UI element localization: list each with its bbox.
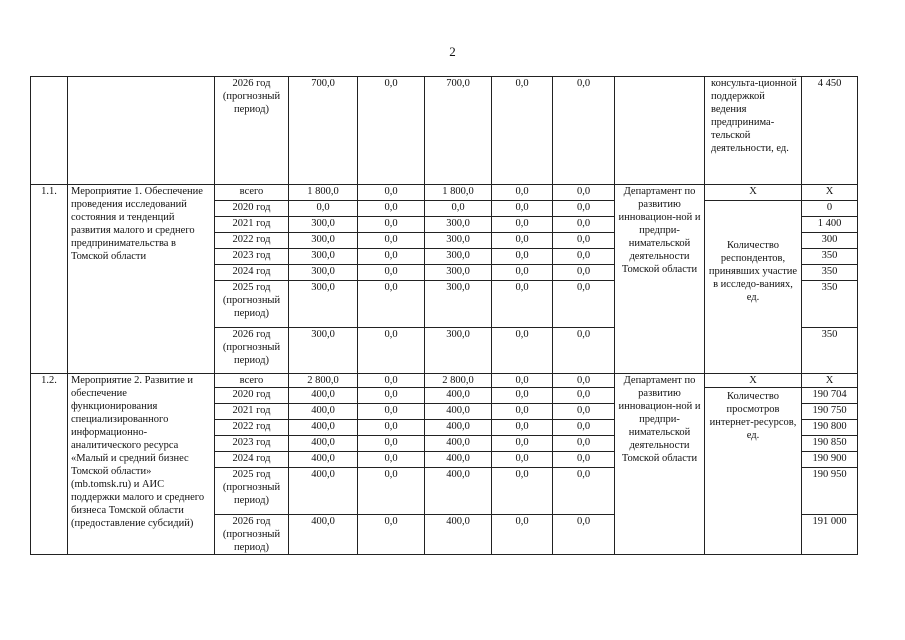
year-cell: 2024 год: [215, 452, 289, 468]
value-cell: 0,0: [553, 468, 615, 515]
value-cell: 0,0: [492, 77, 553, 185]
value-cell: 0,0: [358, 515, 425, 555]
value-cell: 0,0: [492, 217, 553, 233]
value-cell: 0,0: [553, 404, 615, 420]
value-cell: 0,0: [492, 515, 553, 555]
year-cell: 2025 год (прогнозный период): [215, 281, 289, 328]
value-cell: 400,0: [289, 388, 358, 404]
value-cell: 0,0: [492, 249, 553, 265]
value-cell: 0,0: [358, 328, 425, 374]
value-cell: 300,0: [425, 249, 492, 265]
value-cell: 0,0: [492, 452, 553, 468]
value-cell: 0,0: [492, 201, 553, 217]
indicator-value-cell: 190 900: [802, 452, 858, 468]
value-cell: 400,0: [425, 452, 492, 468]
value-cell: 0,0: [553, 249, 615, 265]
year-cell: 2024 год: [215, 265, 289, 281]
value-cell: 0,0: [358, 468, 425, 515]
value-cell: 0,0: [492, 281, 553, 328]
value-cell: 300,0: [289, 249, 358, 265]
year-cell: 2022 год: [215, 233, 289, 249]
value-cell: 400,0: [425, 436, 492, 452]
indicator-value-cell: 350: [802, 328, 858, 374]
indicator-value-cell: 190 800: [802, 420, 858, 436]
indicator-cell: консульта-ционной поддержкой ведения предпринима-тельской деятельности, ед.: [705, 77, 802, 185]
value-cell: 0,0: [425, 201, 492, 217]
value-cell: 400,0: [425, 420, 492, 436]
value-cell: 0,0: [358, 201, 425, 217]
value-cell: 0,0: [358, 249, 425, 265]
value-cell: 0,0: [553, 374, 615, 388]
executor-cell: Департамент по развитию инновацион-ной и предпри-нимательской деятельности Томской области: [615, 185, 705, 374]
year-cell: всего: [215, 374, 289, 388]
indicator-total-cell: X: [705, 185, 802, 201]
executor-cell: Департамент по развитию инновацион-ной и предпри-нимательской деятельности Томской области: [615, 374, 705, 555]
value-cell: 300,0: [289, 281, 358, 328]
indicator-value-cell: 4 450: [802, 77, 858, 185]
indicator-value-cell: 190 750: [802, 404, 858, 420]
value-cell: 400,0: [289, 452, 358, 468]
indicator-value-cell: 190 950: [802, 468, 858, 515]
year-cell: всего: [215, 185, 289, 201]
value-cell: 300,0: [425, 328, 492, 374]
value-cell: 300,0: [425, 233, 492, 249]
value-cell: 0,0: [553, 328, 615, 374]
value-cell: 0,0: [492, 265, 553, 281]
indicator-value-cell: 190 704: [802, 388, 858, 404]
indicator-total-cell: X: [705, 374, 802, 388]
value-cell: 0,0: [289, 201, 358, 217]
year-cell: 2023 год: [215, 436, 289, 452]
value-cell: 300,0: [289, 233, 358, 249]
value-cell: 400,0: [289, 515, 358, 555]
value-cell: 400,0: [289, 436, 358, 452]
value-cell: 300,0: [425, 265, 492, 281]
value-cell: 400,0: [425, 515, 492, 555]
indicator-total-value: X: [802, 185, 858, 201]
indicator-cell: Количество просмотров интернет-ресурсов, ед.: [705, 388, 802, 555]
value-cell: 400,0: [425, 404, 492, 420]
indicator-value-cell: 1 400: [802, 217, 858, 233]
value-cell: 0,0: [358, 281, 425, 328]
value-cell: 0,0: [492, 404, 553, 420]
value-cell: 0,0: [358, 233, 425, 249]
year-cell: 2020 год: [215, 201, 289, 217]
year-cell: 2026 год (прогнозный период): [215, 328, 289, 374]
value-cell: 0,0: [492, 233, 553, 249]
indicator-value-cell: 350: [802, 249, 858, 265]
year-cell: 2023 год: [215, 249, 289, 265]
value-cell: 0,0: [553, 233, 615, 249]
value-cell: 1 800,0: [425, 185, 492, 201]
table-row: [31, 77, 858, 185]
value-cell: 0,0: [358, 77, 425, 185]
activity-number: 1.2.: [31, 374, 68, 555]
year-cell: 2020 год: [215, 388, 289, 404]
value-cell: 0,0: [358, 374, 425, 388]
value-cell: 0,0: [358, 420, 425, 436]
indicator-cell: Количество респондентов, принявших участие в исследо-ваниях, ед.: [705, 201, 802, 374]
value-cell: 0,0: [553, 515, 615, 555]
indicator-value-cell: 0: [802, 201, 858, 217]
value-cell: 300,0: [289, 328, 358, 374]
value-cell: 0,0: [492, 328, 553, 374]
value-cell: 300,0: [425, 281, 492, 328]
value-cell: 0,0: [553, 77, 615, 185]
activity-name: Мероприятие 2. Развитие и обеспечение функционирования специализированного информационно-аналитического ресурса «Малый и средний бизнес Томской области» (mb.tomsk.ru) и АИС поддержки малого и среднего бизнеса Томской области (предоставление субсидий): [68, 374, 215, 555]
indicator-value-cell: 300: [802, 233, 858, 249]
value-cell: 0,0: [358, 265, 425, 281]
value-cell: 0,0: [553, 217, 615, 233]
indicator-total-value: X: [802, 374, 858, 388]
year-cell: 2021 год: [215, 217, 289, 233]
value-cell: 0,0: [553, 388, 615, 404]
value-cell: 300,0: [289, 217, 358, 233]
value-cell: 400,0: [425, 388, 492, 404]
value-cell: 0,0: [492, 388, 553, 404]
year-cell: 2022 год: [215, 420, 289, 436]
value-cell: 0,0: [553, 185, 615, 201]
indicator-value-cell: 350: [802, 281, 858, 328]
activities-table: [30, 76, 858, 555]
value-cell: 0,0: [358, 388, 425, 404]
value-cell: 0,0: [553, 452, 615, 468]
value-cell: 300,0: [425, 217, 492, 233]
year-cell: 2021 год: [215, 404, 289, 420]
year-cell: 2026 год (прогнозный период): [215, 77, 289, 185]
value-cell: 700,0: [289, 77, 358, 185]
value-cell: 0,0: [358, 436, 425, 452]
value-cell: 300,0: [289, 265, 358, 281]
indicator-value-cell: 190 850: [802, 436, 858, 452]
value-cell: 0,0: [358, 217, 425, 233]
value-cell: 0,0: [492, 420, 553, 436]
value-cell: 400,0: [289, 404, 358, 420]
value-cell: 0,0: [553, 420, 615, 436]
value-cell: 0,0: [492, 374, 553, 388]
value-cell: 2 800,0: [425, 374, 492, 388]
value-cell: 0,0: [358, 185, 425, 201]
page-number: 2: [449, 44, 456, 59]
value-cell: 0,0: [492, 185, 553, 201]
value-cell: 0,0: [492, 436, 553, 452]
indicator-value-cell: 350: [802, 265, 858, 281]
year-cell: 2025 год (прогнозный период): [215, 468, 289, 515]
activity-number: 1.1.: [31, 185, 68, 374]
value-cell: 0,0: [492, 468, 553, 515]
value-cell: 0,0: [553, 201, 615, 217]
table-row: [31, 374, 858, 388]
value-cell: 0,0: [358, 404, 425, 420]
value-cell: 1 800,0: [289, 185, 358, 201]
value-cell: 0,0: [553, 281, 615, 328]
value-cell: 400,0: [425, 468, 492, 515]
year-cell: 2026 год (прогнозный период): [215, 515, 289, 555]
value-cell: 700,0: [425, 77, 492, 185]
value-cell: 0,0: [358, 452, 425, 468]
activity-name: Мероприятие 1. Обеспечение проведения исследований состояния и тенденций развития малого и среднего предпринимательства в Томской области: [68, 185, 215, 374]
table-row: [31, 185, 858, 201]
value-cell: 400,0: [289, 420, 358, 436]
value-cell: 400,0: [289, 468, 358, 515]
value-cell: 2 800,0: [289, 374, 358, 388]
indicator-value-cell: 191 000: [802, 515, 858, 555]
value-cell: 0,0: [553, 436, 615, 452]
value-cell: 0,0: [553, 265, 615, 281]
